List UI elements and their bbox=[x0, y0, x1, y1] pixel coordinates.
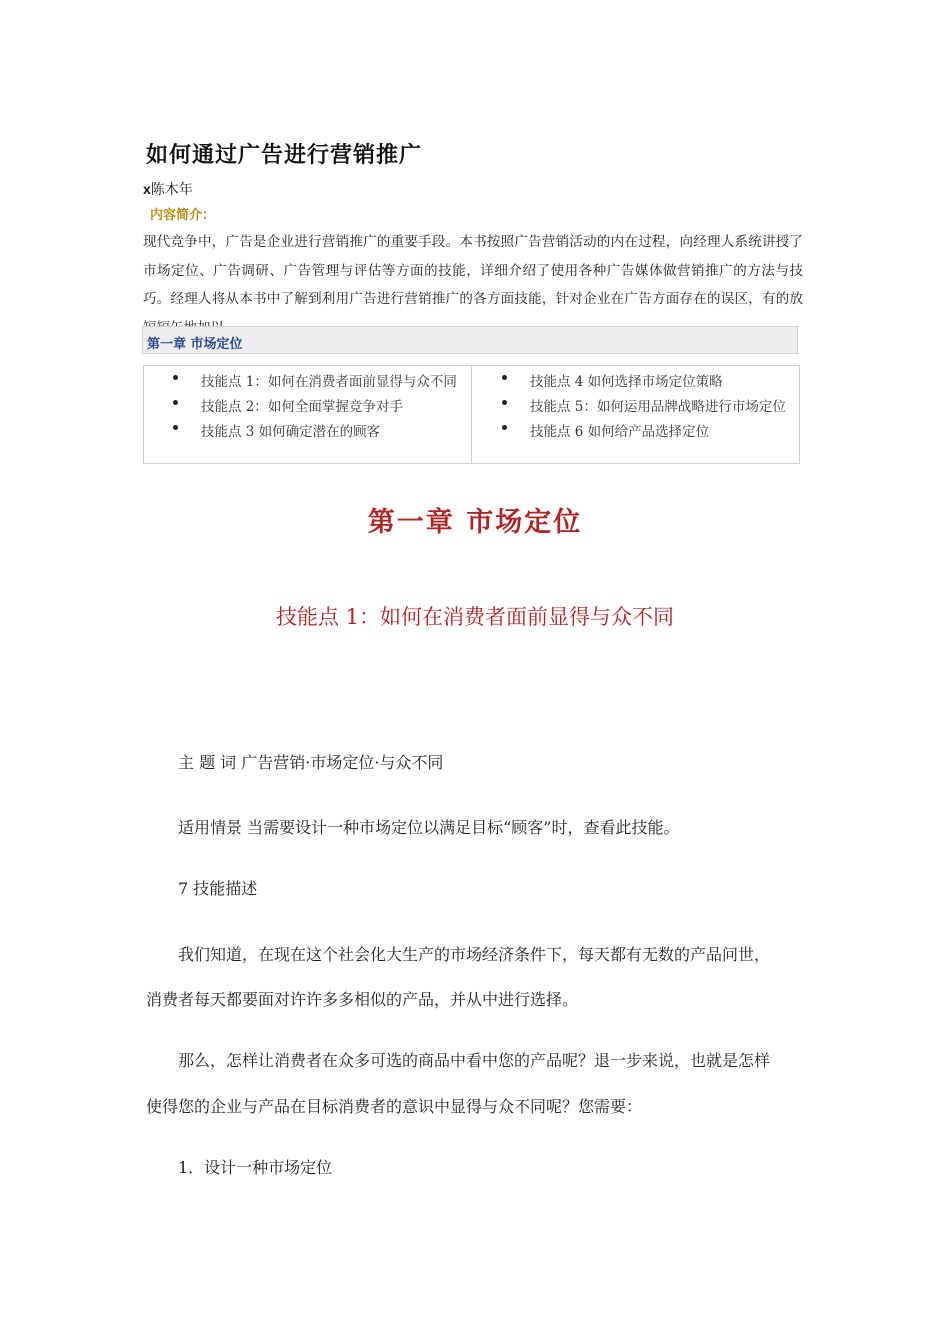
toc-item-label[interactable]: 技能点 2：如何全面掌握竞争对手 bbox=[201, 399, 403, 415]
intro-label: 内容简介： bbox=[150, 208, 216, 223]
bullet-icon bbox=[502, 425, 507, 430]
toc-chapter-bar[interactable] bbox=[142, 326, 798, 354]
list-item-1: 1．设计一种市场定位 bbox=[178, 1158, 333, 1177]
toc-chapter-link[interactable]: 第一章 市场定位 bbox=[147, 337, 243, 352]
toc-item-label[interactable]: 技能点 5：如何运用品牌战略进行市场定位 bbox=[530, 399, 786, 415]
author-mark: x bbox=[143, 181, 151, 197]
scenario-line: 适用情景 当需要设计一种市场定位以满足目标“顾客”时，查看此技能。 bbox=[178, 818, 680, 837]
bullet-icon bbox=[502, 400, 507, 405]
bullet-icon bbox=[173, 425, 178, 430]
keywords-line: 主 题 词 广告营销·市场定位·与众不同 bbox=[178, 753, 444, 772]
toc-item-label[interactable]: 技能点 3 如何确定潜在的顾客 bbox=[201, 424, 381, 440]
bullet-icon bbox=[502, 375, 507, 380]
toc-divider bbox=[471, 366, 472, 463]
toc-item-label[interactable]: 技能点 4 如何选择市场定位策略 bbox=[530, 374, 723, 390]
toc-item-label[interactable]: 技能点 6 如何给产品选择定位 bbox=[530, 424, 710, 440]
paragraph-2-line-1: 那么，怎样让消费者在众多可选的商品中看中您的产品呢？退一步来说，也就是怎样 bbox=[178, 1051, 771, 1070]
paragraph-1-line-2: 消费者每天都要面对许许多多相似的产品，并从中进行选择。 bbox=[146, 990, 579, 1009]
skill-heading: 技能点 1：如何在消费者面前显得与众不同 bbox=[275, 605, 675, 629]
intro-text: 现代竞争中，广告是企业进行营销推广的重要手段。本书按照广告营销活动的内在过程，向经理人系统讲授了市场定位、广告调研、广告管理与评估等方面的技能，详细介绍了使用各种广告媒体做营销推广的方法与技巧。经理人将从本书中了解到利用广告进行营销推广的各方面技能，针对企业在广告方面存在的误区，有的放 bbox=[143, 234, 803, 307]
paragraph-2-line-2: 使得您的企业与产品在目标消费者的意识中显得与众不同呢？您需要： bbox=[146, 1097, 643, 1116]
description-label: 7 技能描述 bbox=[178, 879, 258, 898]
chapter-heading: 第一章 市场定位 bbox=[367, 507, 583, 538]
book-title: 如何通过广告进行营销推广 bbox=[146, 143, 423, 168]
bullet-icon bbox=[173, 375, 178, 380]
paragraph-1-line-1: 我们知道，在现在这个社会化大生产的市场经济条件下，每天都有无数的产品问世， bbox=[178, 945, 771, 964]
bullet-icon bbox=[173, 400, 178, 405]
author-name: 陈木年 bbox=[150, 182, 193, 198]
toc-item-label[interactable]: 技能点 1：如何在消费者面前显得与众不同 bbox=[201, 374, 457, 390]
author-line bbox=[143, 179, 193, 199]
